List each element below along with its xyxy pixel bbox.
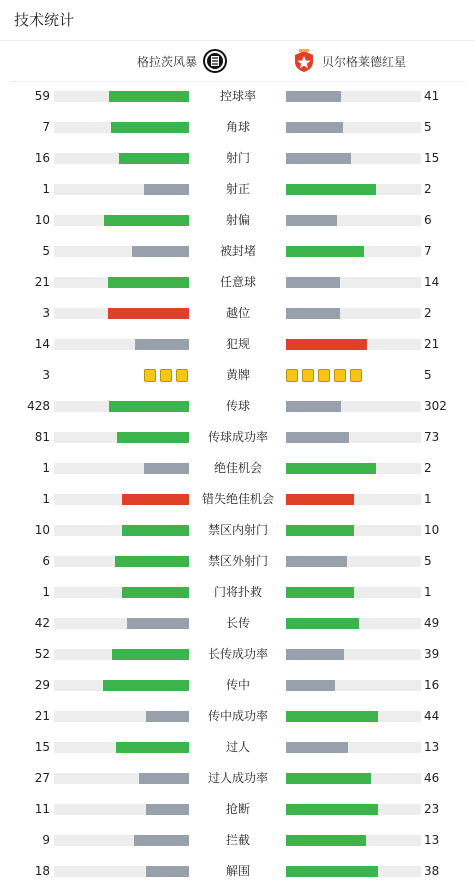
home-bar-track bbox=[54, 215, 189, 226]
stats-list bbox=[0, 81, 475, 887]
away-value: 6 bbox=[424, 213, 432, 227]
away-bar-fill bbox=[286, 401, 341, 412]
home-team-name: 格拉茨风暴 bbox=[136, 54, 197, 69]
away-value: 38 bbox=[424, 864, 440, 878]
away-bar-track bbox=[286, 649, 421, 660]
stat-label: 犯规 bbox=[225, 337, 250, 351]
home-value: 1 bbox=[42, 492, 50, 506]
home-bar-track bbox=[54, 401, 189, 412]
home-bar-fill bbox=[116, 742, 189, 753]
stat-label: 传球成功率 bbox=[207, 430, 268, 444]
away-bar-track bbox=[286, 184, 421, 195]
away-value: 49 bbox=[424, 616, 440, 630]
away-bar-track bbox=[286, 277, 421, 288]
away-team-crest-icon bbox=[292, 49, 316, 73]
away-bar-fill bbox=[286, 432, 349, 443]
home-bar-track bbox=[54, 432, 189, 443]
stat-row bbox=[0, 453, 475, 484]
away-value: 1 bbox=[424, 492, 432, 506]
away-value: 23 bbox=[424, 802, 440, 816]
away-bar-track bbox=[286, 587, 421, 598]
home-value: 16 bbox=[34, 151, 50, 165]
home-bar-fill bbox=[122, 587, 190, 598]
stat-row bbox=[0, 577, 475, 608]
home-value: 18 bbox=[34, 864, 50, 878]
home-value: 29 bbox=[34, 678, 50, 692]
stat-label: 传球 bbox=[225, 399, 250, 413]
stat-label: 绝佳机会 bbox=[213, 461, 262, 475]
home-bar-fill bbox=[119, 153, 189, 164]
away-value: 5 bbox=[424, 120, 432, 134]
away-team[interactable] bbox=[292, 41, 406, 81]
stat-label: 门将扑救 bbox=[213, 585, 262, 599]
stat-label: 射正 bbox=[225, 182, 250, 196]
home-bar-fill bbox=[146, 866, 189, 877]
yellow-card-icon bbox=[302, 369, 314, 382]
away-bar-track bbox=[286, 680, 421, 691]
away-bar-track bbox=[286, 215, 421, 226]
away-bar-fill bbox=[286, 494, 354, 505]
away-bar-track bbox=[286, 618, 421, 629]
away-bar-track bbox=[286, 432, 421, 443]
away-bar-fill bbox=[286, 742, 348, 753]
away-bar-track bbox=[286, 463, 421, 474]
home-value: 9 bbox=[42, 833, 50, 847]
stat-label: 传中 bbox=[225, 678, 250, 692]
stat-label: 传中成功率 bbox=[207, 709, 268, 723]
stat-label: 抢断 bbox=[225, 802, 250, 816]
stat-row bbox=[0, 856, 475, 887]
stat-row bbox=[0, 701, 475, 732]
home-value: 27 bbox=[34, 771, 50, 785]
home-bar-track bbox=[54, 246, 189, 257]
home-value: 7 bbox=[42, 120, 50, 134]
home-bar-fill bbox=[108, 308, 189, 319]
away-value: 21 bbox=[424, 337, 440, 351]
stat-label: 任意球 bbox=[219, 275, 256, 289]
home-bar-fill bbox=[109, 91, 189, 102]
home-bar-track bbox=[54, 866, 189, 877]
home-bar-track bbox=[54, 153, 189, 164]
home-bar-fill bbox=[112, 649, 189, 660]
away-bar-track bbox=[286, 866, 421, 877]
home-bar-track bbox=[54, 556, 189, 567]
stat-row bbox=[0, 267, 475, 298]
home-bar-fill bbox=[132, 246, 189, 257]
away-bar-fill bbox=[286, 91, 341, 102]
home-bar-track bbox=[54, 742, 189, 753]
stat-row bbox=[0, 484, 475, 515]
away-value: 39 bbox=[424, 647, 440, 661]
stat-label: 禁区外射门 bbox=[207, 554, 268, 568]
stat-label: 禁区内射门 bbox=[207, 523, 268, 537]
stat-label: 黄牌 bbox=[225, 368, 250, 382]
away-bar-fill bbox=[286, 680, 335, 691]
stat-label: 解围 bbox=[225, 864, 250, 878]
away-value: 1 bbox=[424, 585, 432, 599]
teams-row bbox=[10, 41, 465, 82]
stat-label: 射偏 bbox=[225, 213, 250, 227]
away-value: 2 bbox=[424, 306, 432, 320]
away-bar-fill bbox=[286, 277, 340, 288]
stat-row bbox=[0, 143, 475, 174]
away-bar-track bbox=[286, 525, 421, 536]
home-value: 6 bbox=[42, 554, 50, 568]
away-bar-track bbox=[286, 494, 421, 505]
yellow-card-icon bbox=[334, 369, 346, 382]
away-bar-fill bbox=[286, 339, 367, 350]
away-bar-fill bbox=[286, 215, 337, 226]
yellow-card-icon bbox=[176, 369, 188, 382]
away-bar-track bbox=[286, 122, 421, 133]
stat-row bbox=[0, 422, 475, 453]
stat-row bbox=[0, 763, 475, 794]
away-value: 5 bbox=[424, 554, 432, 568]
home-bar-track bbox=[54, 618, 189, 629]
home-value: 42 bbox=[34, 616, 50, 630]
home-bar-track bbox=[54, 308, 189, 319]
away-bar-track bbox=[286, 153, 421, 164]
stat-label: 长传成功率 bbox=[207, 647, 268, 661]
stat-row bbox=[0, 515, 475, 546]
away-value: 15 bbox=[424, 151, 440, 165]
away-value: 302 bbox=[424, 399, 447, 413]
stat-row bbox=[0, 236, 475, 267]
stat-label: 角球 bbox=[225, 120, 250, 134]
home-bar-fill bbox=[122, 525, 190, 536]
home-value: 15 bbox=[34, 740, 50, 754]
home-cards bbox=[144, 369, 188, 382]
home-bar-fill bbox=[146, 711, 189, 722]
home-bar-fill bbox=[109, 401, 189, 412]
stat-label: 射门 bbox=[225, 151, 250, 165]
home-bar-fill bbox=[108, 277, 189, 288]
away-value: 2 bbox=[424, 182, 432, 196]
stat-row bbox=[0, 825, 475, 856]
home-bar-fill bbox=[111, 122, 189, 133]
away-team-name: 贝尔格莱德红星 bbox=[322, 54, 407, 69]
away-bar-fill bbox=[286, 773, 371, 784]
away-bar-fill bbox=[286, 153, 351, 164]
home-bar-track bbox=[54, 525, 189, 536]
stat-row bbox=[0, 639, 475, 670]
yellow-card-icon bbox=[286, 369, 298, 382]
away-bar-fill bbox=[286, 804, 378, 815]
stat-row bbox=[0, 608, 475, 639]
away-bar-fill bbox=[286, 463, 376, 474]
home-bar-fill bbox=[144, 184, 189, 195]
home-bar-track bbox=[54, 587, 189, 598]
home-bar-fill bbox=[134, 835, 189, 846]
away-value: 2 bbox=[424, 461, 432, 475]
stat-label: 过人 bbox=[225, 740, 250, 754]
home-bar-fill bbox=[115, 556, 189, 567]
stat-label: 越位 bbox=[225, 306, 250, 320]
home-bar-track bbox=[54, 122, 189, 133]
home-value: 3 bbox=[42, 306, 50, 320]
home-bar-track bbox=[54, 711, 189, 722]
stat-row bbox=[0, 732, 475, 763]
home-value: 21 bbox=[34, 275, 50, 289]
home-value: 1 bbox=[42, 585, 50, 599]
away-bar-track bbox=[286, 556, 421, 567]
home-value: 10 bbox=[34, 213, 50, 227]
away-value: 73 bbox=[424, 430, 440, 444]
stat-row bbox=[0, 391, 475, 422]
home-bar-fill bbox=[135, 339, 189, 350]
away-bar-fill bbox=[286, 246, 364, 257]
home-bar-track bbox=[54, 773, 189, 784]
stat-label: 控球率 bbox=[219, 89, 256, 103]
away-value: 46 bbox=[424, 771, 440, 785]
home-bar-fill bbox=[117, 432, 189, 443]
home-bar-fill bbox=[139, 773, 189, 784]
home-value: 81 bbox=[34, 430, 50, 444]
stat-row bbox=[0, 205, 475, 236]
stat-row bbox=[0, 360, 475, 391]
away-value: 10 bbox=[424, 523, 440, 537]
home-team[interactable] bbox=[137, 41, 227, 81]
home-bar-track bbox=[54, 463, 189, 474]
away-value: 41 bbox=[424, 89, 440, 103]
home-value: 59 bbox=[34, 89, 50, 103]
away-bar-track bbox=[286, 339, 421, 350]
home-bar-fill bbox=[104, 215, 189, 226]
away-bar-track bbox=[286, 308, 421, 319]
home-bar-track bbox=[54, 339, 189, 350]
away-value: 14 bbox=[424, 275, 440, 289]
away-bar-track bbox=[286, 773, 421, 784]
home-bar-fill bbox=[122, 494, 190, 505]
away-bar-fill bbox=[286, 587, 354, 598]
away-bar-fill bbox=[286, 866, 378, 877]
away-bar-fill bbox=[286, 618, 359, 629]
away-value: 13 bbox=[424, 740, 440, 754]
stat-row bbox=[0, 112, 475, 143]
away-bar-track bbox=[286, 711, 421, 722]
home-value: 1 bbox=[42, 461, 50, 475]
away-bar-fill bbox=[286, 122, 343, 133]
away-bar-track bbox=[286, 835, 421, 846]
away-value: 5 bbox=[424, 368, 432, 382]
away-bar-track bbox=[286, 246, 421, 257]
yellow-card-icon bbox=[350, 369, 362, 382]
away-bar-fill bbox=[286, 525, 354, 536]
home-value: 428 bbox=[27, 399, 50, 413]
away-bar-track bbox=[286, 91, 421, 102]
away-value: 7 bbox=[424, 244, 432, 258]
yellow-card-icon bbox=[144, 369, 156, 382]
home-value: 11 bbox=[34, 802, 50, 816]
away-value: 44 bbox=[424, 709, 440, 723]
home-value: 14 bbox=[34, 337, 50, 351]
home-bar-track bbox=[54, 184, 189, 195]
home-bar-fill bbox=[103, 680, 189, 691]
home-bar-track bbox=[54, 277, 189, 288]
stat-label: 拦截 bbox=[225, 833, 250, 847]
away-value: 13 bbox=[424, 833, 440, 847]
home-value: 10 bbox=[34, 523, 50, 537]
away-cards bbox=[286, 369, 362, 382]
home-bar-track bbox=[54, 91, 189, 102]
stat-row bbox=[0, 174, 475, 205]
home-bar-fill bbox=[146, 804, 189, 815]
stat-row bbox=[0, 546, 475, 577]
home-value: 3 bbox=[42, 368, 50, 382]
home-bar-track bbox=[54, 494, 189, 505]
home-value: 52 bbox=[34, 647, 50, 661]
stat-row bbox=[0, 298, 475, 329]
home-bar-track bbox=[54, 649, 189, 660]
stat-row bbox=[0, 670, 475, 701]
home-bar-track bbox=[54, 804, 189, 815]
away-bar-fill bbox=[286, 835, 366, 846]
away-bar-fill bbox=[286, 649, 344, 660]
page-title: 技术统计 bbox=[0, 0, 475, 41]
away-bar-track bbox=[286, 804, 421, 815]
away-bar-fill bbox=[286, 184, 376, 195]
away-bar-fill bbox=[286, 556, 347, 567]
home-bar-fill bbox=[144, 463, 189, 474]
stat-row bbox=[0, 81, 475, 112]
home-bar-track bbox=[54, 835, 189, 846]
stat-row bbox=[0, 329, 475, 360]
home-team-crest-icon bbox=[203, 49, 227, 73]
home-value: 21 bbox=[34, 709, 50, 723]
home-bar-fill bbox=[127, 618, 189, 629]
stat-label: 过人成功率 bbox=[207, 771, 268, 785]
stat-label: 长传 bbox=[225, 616, 250, 630]
home-value: 1 bbox=[42, 182, 50, 196]
home-value: 5 bbox=[42, 244, 50, 258]
stat-label: 错失绝佳机会 bbox=[201, 492, 274, 506]
yellow-card-icon bbox=[160, 369, 172, 382]
stat-label: 被封堵 bbox=[219, 244, 256, 258]
yellow-card-icon bbox=[318, 369, 330, 382]
away-bar-track bbox=[286, 401, 421, 412]
away-bar-fill bbox=[286, 711, 378, 722]
home-bar-track bbox=[54, 680, 189, 691]
away-value: 16 bbox=[424, 678, 440, 692]
stat-row bbox=[0, 794, 475, 825]
away-bar-fill bbox=[286, 308, 340, 319]
away-bar-track bbox=[286, 742, 421, 753]
